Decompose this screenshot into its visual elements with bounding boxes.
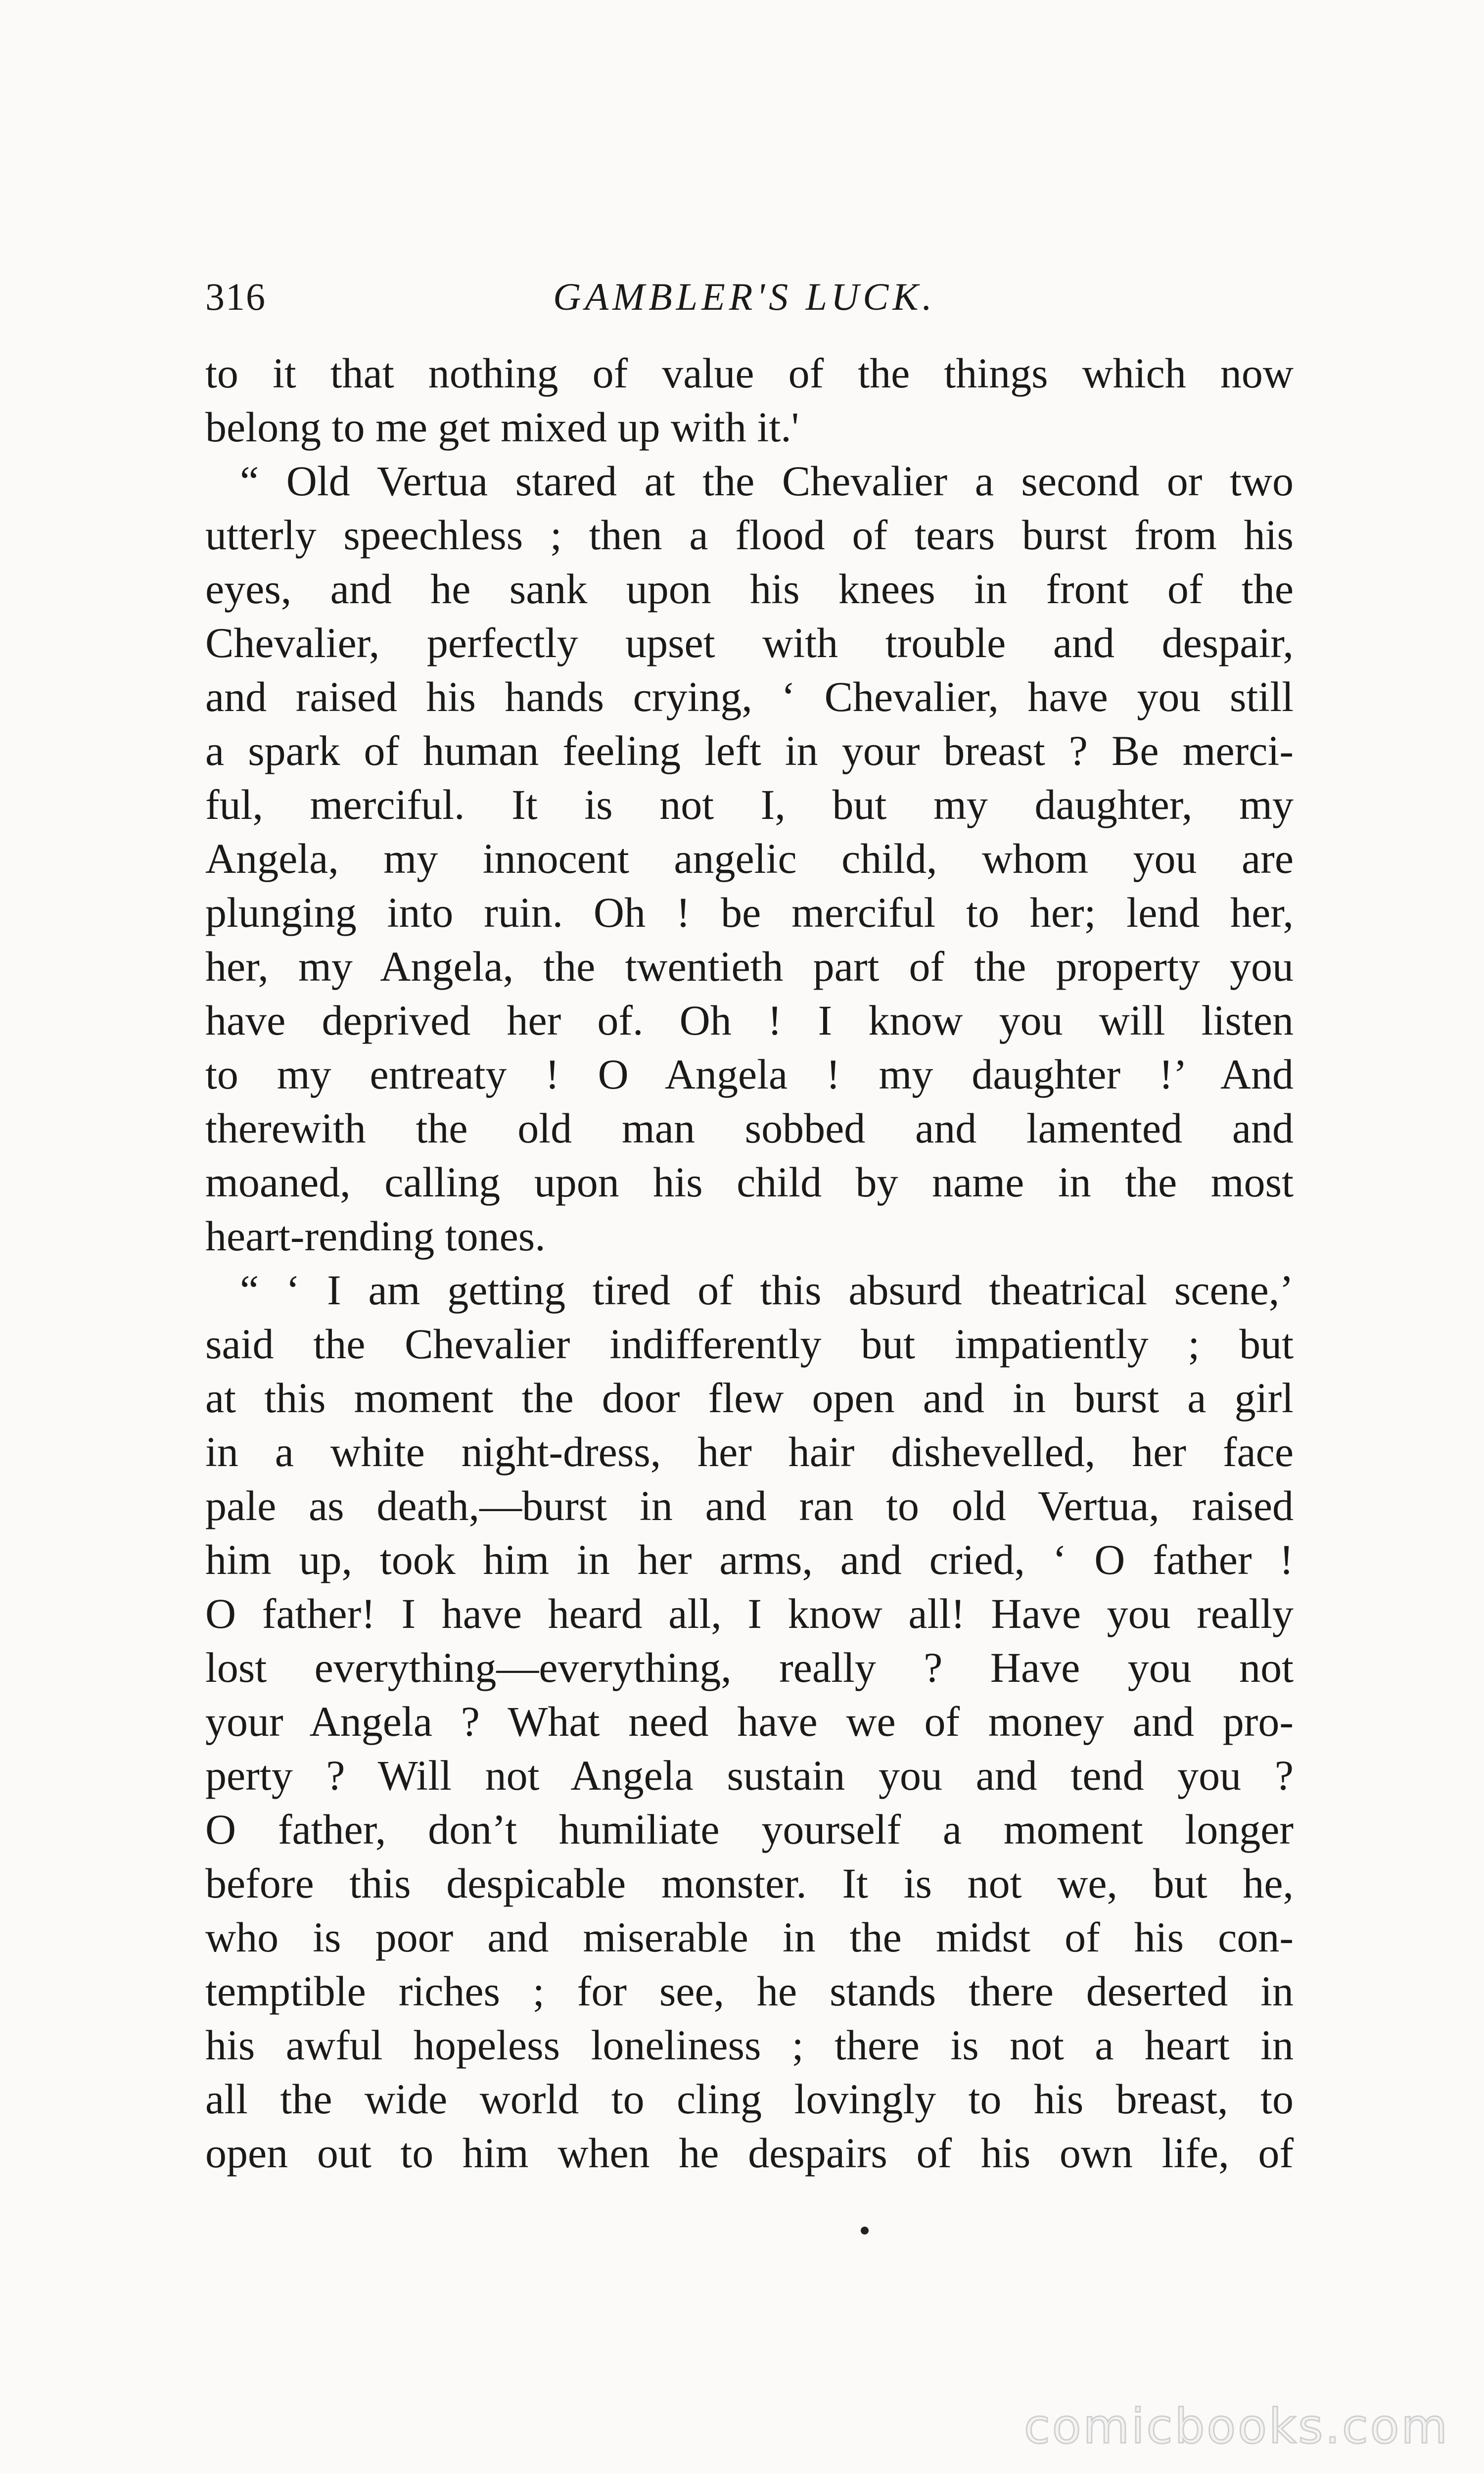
text-line: a spark of human feeling left in your breast ? Be merci- [205,727,1294,774]
text-line: O father! I have heard all, I know all! Have you really [205,1590,1294,1637]
text-line: lost everything—everything, really ? Have you not [205,1644,1294,1691]
text-line: his awful hopeless loneliness ; there is not a heart in [205,2021,1294,2069]
text-line: in a white night-dress, her hair dishevelled, her face [205,1428,1294,1475]
text-line: to it that nothing of value of the things which now [205,349,1294,397]
page-number: 316 [205,275,266,318]
body-text [205,346,1294,2180]
text-line: said the Chevalier indifferently but impatiently ; but [205,1320,1294,1368]
text-line: perty ? Will not Angela sustain you and tend you ? [205,1752,1294,1799]
running-head [205,270,1284,324]
text-line: to my entreaty ! O Angela ! my daughter !’ And [205,1050,1294,1098]
text-line: your Angela ? What need have we of money and pro- [205,1698,1294,1745]
text-line: Chevalier, perfectly upset with trouble and despair, [205,619,1294,666]
text-line: open out to him when he despairs of his own life, of [205,2129,1294,2177]
running-title: GAMBLER'S LUCK. [553,275,936,318]
watermark: comicbooks.com [1023,2399,1449,2454]
text-line: him up, took him in her arms, and cried, ‘ O father ! [205,1536,1294,1583]
text-line: all the wide world to cling lovingly to his breast, to [205,2075,1294,2123]
text-line: “ Old Vertua stared at the Chevalier a second or two [240,457,1294,505]
text-line: eyes, and he sank upon his knees in front of the [205,565,1294,613]
text-line: ful, merciful. It is not I, but my daughter, my [205,781,1294,828]
text-line: have deprived her of. Oh ! I know you will listen [205,997,1294,1044]
text-line: O father, don’t humiliate yourself a moment longer [205,1806,1294,1853]
text-line: Angela, my innocent angelic child, whom you are [205,835,1294,882]
text-line: temptible riches ; for see, he stands there deserted in [205,1967,1294,2015]
ink-dot [861,2227,869,2235]
text-line: pale as death,—burst in and ran to old Vertua, raised [205,1482,1294,1529]
text-line: at this moment the door flew open and in burst a girl [205,1374,1294,1422]
text-line: before this despicable monster. It is not we, but he, [205,1859,1294,1907]
text-line: who is poor and miserable in the midst of his con- [205,1913,1294,1961]
text-line: plunging into ruin. Oh ! be merciful to her; lend her, [205,889,1294,936]
text-line: moaned, calling upon his child by name in the most [205,1158,1294,1206]
text-line: heart-rending tones. [205,1212,546,1260]
text-line: “ ‘ I am getting tired of this absurd theatrical scene,’ [240,1266,1294,1314]
text-line: belong to me get mixed up with it.' [205,403,799,451]
text-line: and raised his hands crying, ‘ Chevalier, have you still [205,673,1294,720]
text-line: therewith the old man sobbed and lamented and [205,1104,1294,1152]
text-line: her, my Angela, the twentieth part of the property you [205,943,1294,990]
text-line: utterly speechless ; then a flood of tears burst from his [205,511,1294,559]
